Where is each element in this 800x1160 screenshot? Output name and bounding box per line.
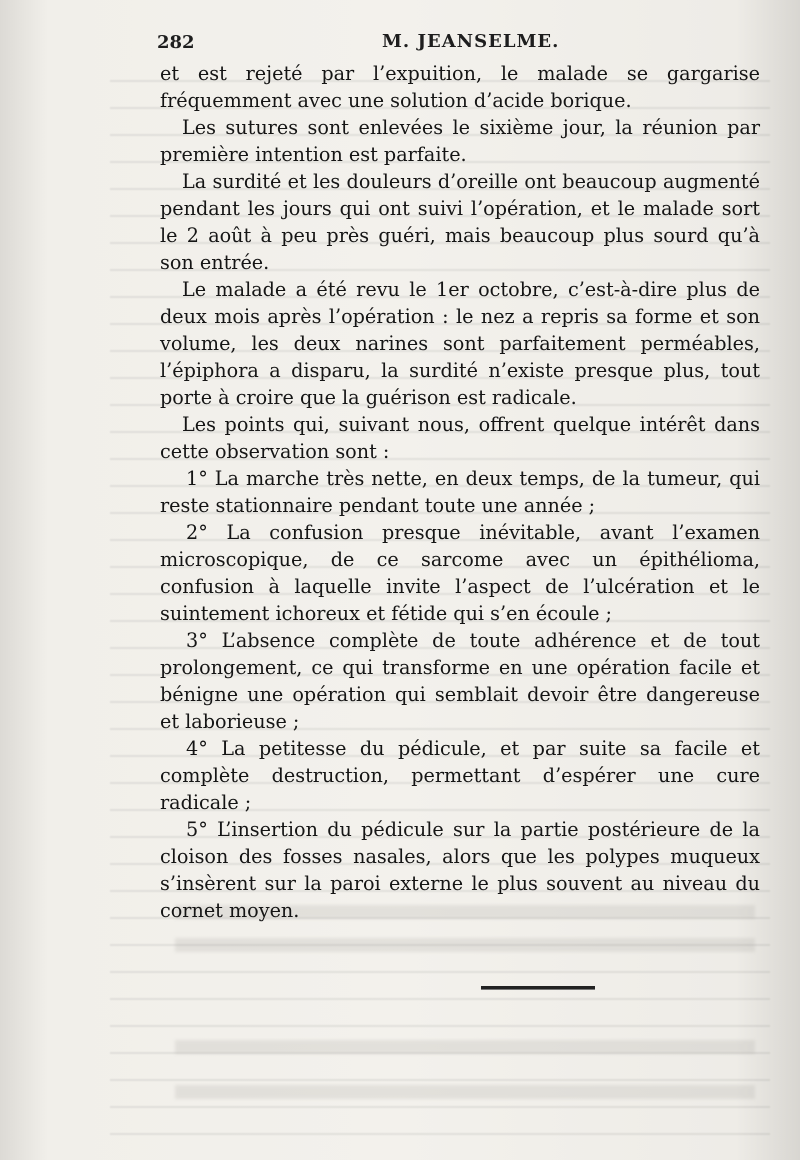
- paragraph: et est rejeté par l’expuition, le malade se gargarise fréquemment avec une solution d’acide borique.: [160, 62, 760, 112]
- body-text: [160, 60, 760, 924]
- list-item: 1° La marche très nette, en deux temps, de la tumeur, qui reste stationnaire pendant toute une année ;: [160, 467, 760, 517]
- list-item: 2° La confusion presque inévitable, avant l’examen microscopique, de ce sarcome avec un épithélioma, confusion à laquelle invite l’aspect de l’ulcération et le suintement ichoreux et fétide qui s’en écoule ;: [160, 521, 760, 625]
- page-header: [157, 28, 757, 56]
- bleed-through-line: [175, 1040, 755, 1054]
- paragraph: La surdité et les douleurs d’oreille ont beaucoup augmenté pendant les jours qui ont suivi l’opération, et le malade sort le 2 août à peu près guéri, mais beaucoup plus sourd qu’à son entrée.: [160, 170, 760, 274]
- paragraph: Les points qui, suivant nous, offrent quelque intérêt dans cette observation sont :: [160, 413, 760, 463]
- list-item: 4° La petitesse du pédicule, et par suite sa facile et complète destruction, permettant d’espérer une cure radicale ;: [160, 737, 760, 814]
- bleed-through-line: [175, 1085, 755, 1099]
- section-end-rule: [481, 986, 595, 989]
- bleed-through-line: [175, 938, 755, 952]
- page-number: 282: [157, 32, 195, 53]
- running-title: M. JEANSELME.: [382, 31, 560, 52]
- paragraph: Les sutures sont enlevées le sixième jour, la réunion par première intention est parfaite.: [160, 116, 760, 166]
- paragraph: Le malade a été revu le 1er octobre, c’est-à-dire plus de deux mois après l’opération : le nez a repris sa forme et son volume, les deux narines sont parfaitement perméables, l’épiphora a disparu, la surdité n’existe presque plus, tout porte à croire que la guérison est radicale.: [160, 278, 760, 409]
- list-item: 3° L’absence complète de toute adhérence et de tout prolongement, ce qui transforme en une opération facile et bénigne une opération qui semblait devoir être dangereuse et laborieuse ;: [160, 629, 760, 733]
- list-item: 5° L’insertion du pédicule sur la partie postérieure de la cloison des fosses nasales, alors que les polypes muqueux s’insèrent sur la paroi externe le plus souvent au niveau du cornet moyen.: [160, 818, 760, 922]
